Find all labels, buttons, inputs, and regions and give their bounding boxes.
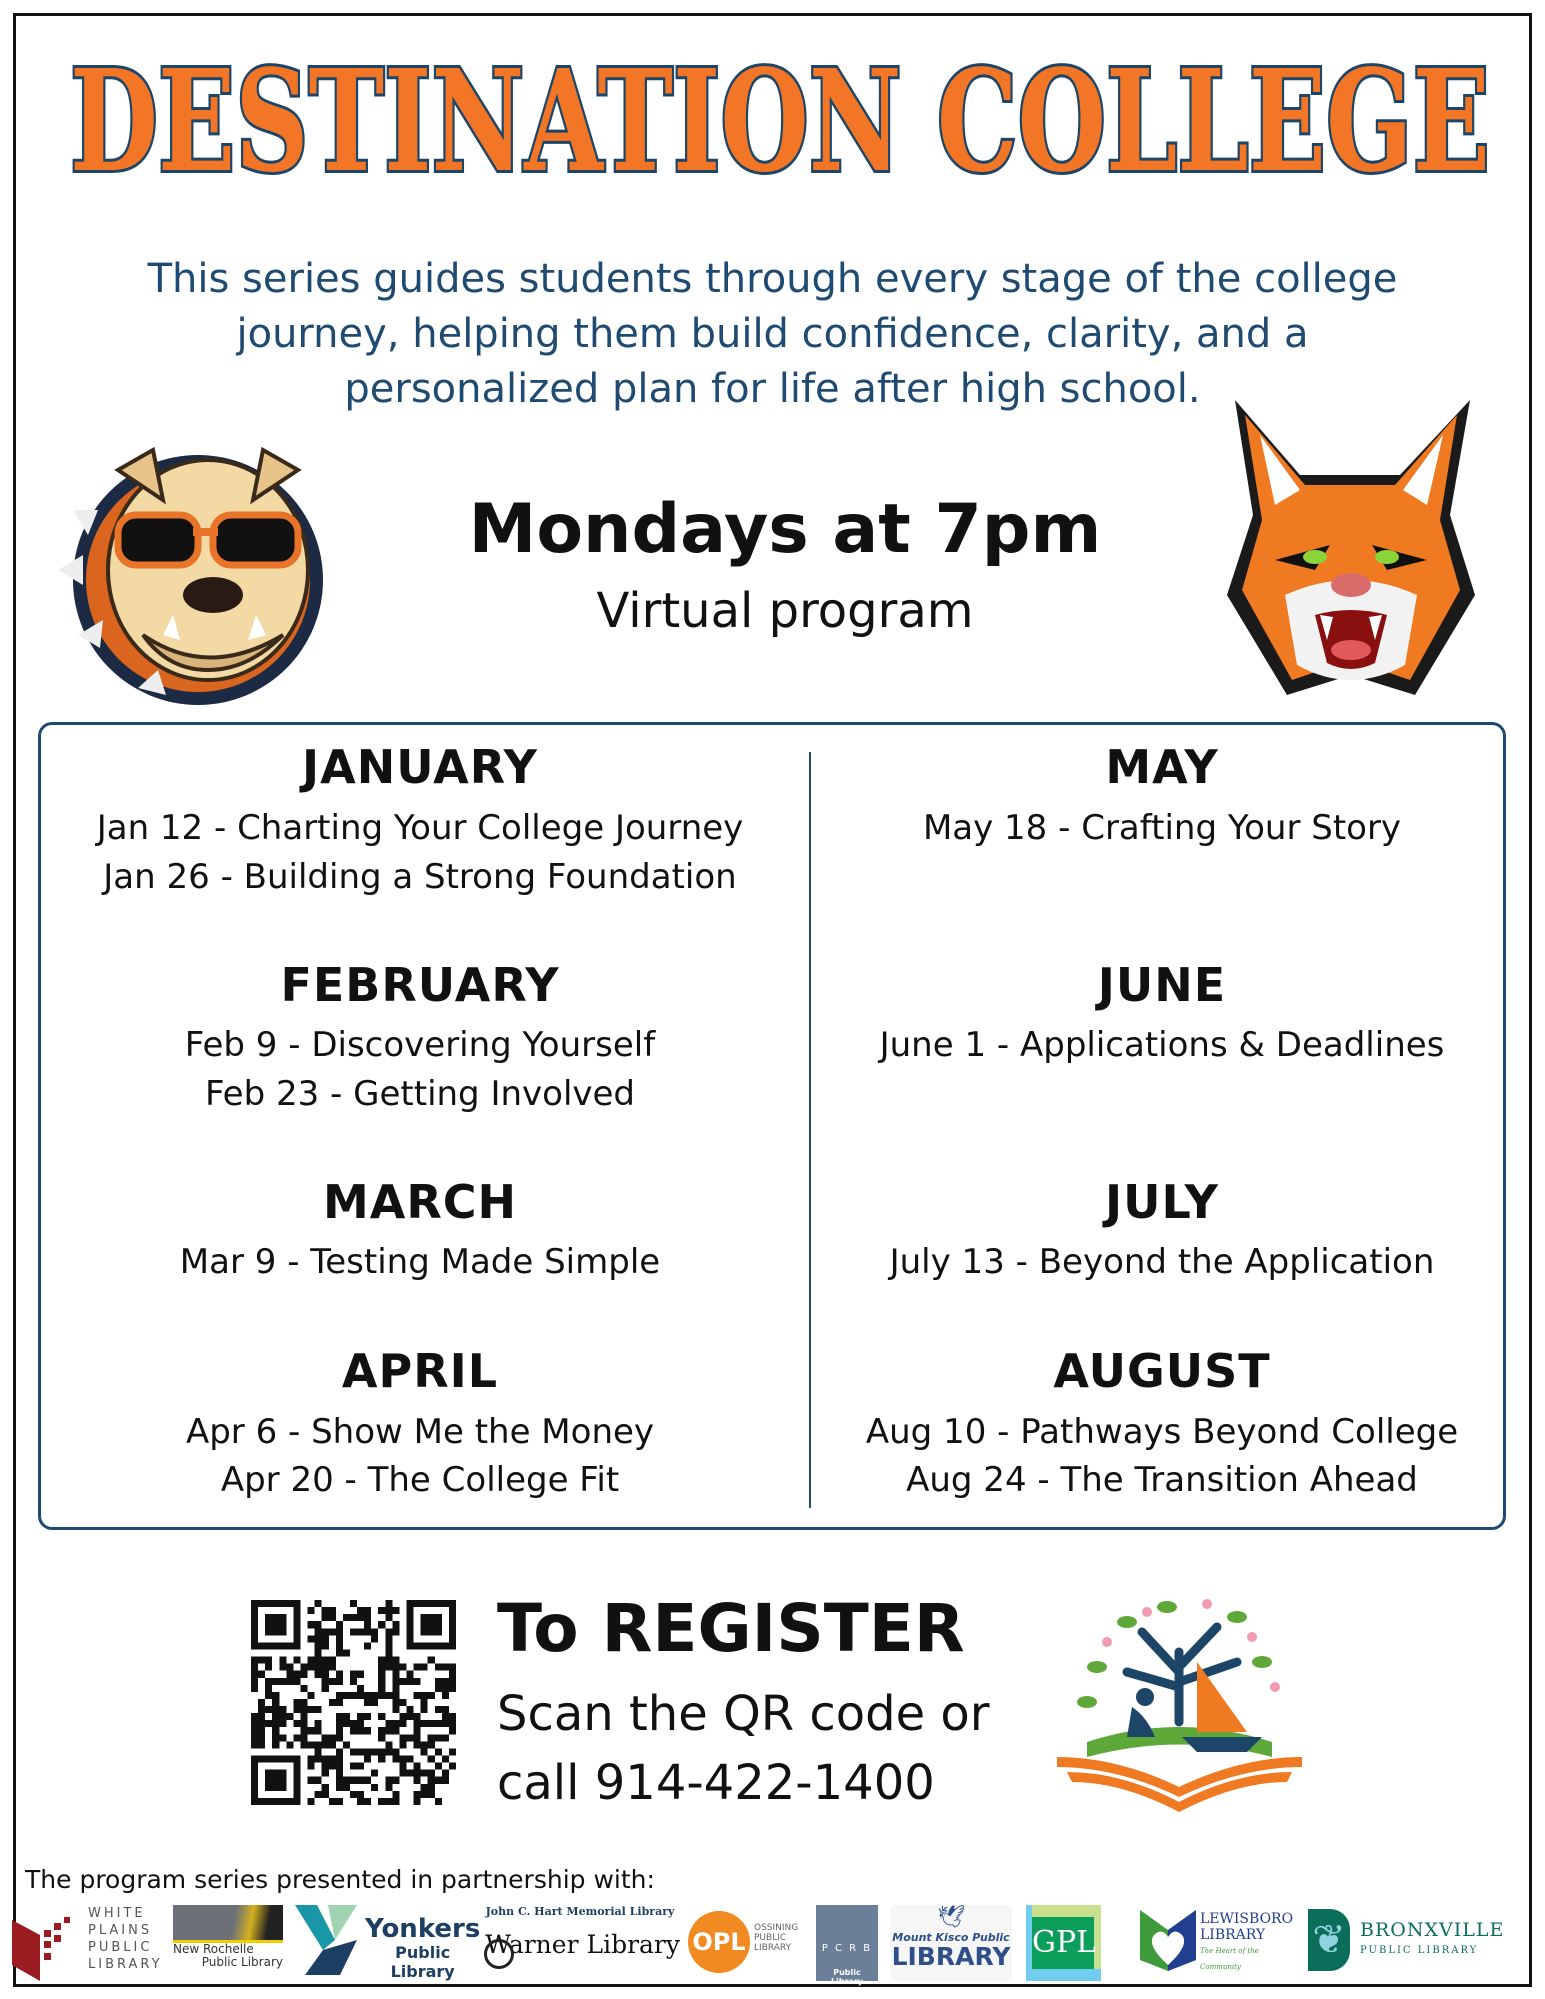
partnership-text: The program series presented in partnership with: <box>25 1865 655 1894</box>
month-heading: APRIL <box>341 1344 499 1398</box>
event-item: Jan 12 - Charting Your College Journey <box>96 808 744 848</box>
event-item: Apr 6 - Show Me the Money <box>185 1412 655 1452</box>
month-heading: JUNE <box>1097 958 1227 1012</box>
library-tree-book-logo-icon <box>1047 1592 1312 1817</box>
partner-logo-yonkers: Yonkers Public Library <box>295 1905 475 1981</box>
partner-logo-bronxville: ❦ BRONXVILLE PUBLIC LIBRARY <box>1308 1905 1528 1981</box>
event-item: July 13 - Beyond the Application <box>889 1242 1435 1282</box>
partner-logo-pcrb: P C R B Public Library <box>816 1905 878 1981</box>
event-item: Apr 20 - The College Fit <box>220 1460 620 1500</box>
series-description <box>100 252 1445 417</box>
program-format: Virtual program <box>596 583 974 639</box>
description-line: This series guides students through every stage of the college <box>147 256 1398 302</box>
event-item: Feb 23 - Getting Involved <box>204 1074 636 1114</box>
month-heading: AUGUST <box>1053 1344 1271 1398</box>
yonkers-logo-icon <box>295 1905 360 1975</box>
registration-qr-code[interactable] <box>251 1600 456 1805</box>
goose-icon: 🕊 <box>937 1905 965 1930</box>
month-heading: JULY <box>1105 1175 1219 1229</box>
description-line: journey, helping them build confidence, clarity, and a <box>236 311 1309 357</box>
lewisboro-heart-book-icon <box>1140 1905 1196 1971</box>
month-heading: MAY <box>1105 740 1219 794</box>
partner-logo-new-rochelle: New Rochelle Public Library <box>173 1905 283 1981</box>
month-heading: JANUARY <box>302 740 538 794</box>
month-heading: FEBRUARY <box>280 958 560 1012</box>
wildcat-mascot-icon <box>1215 395 1487 705</box>
poster-title <box>60 58 1500 188</box>
schedule-time: Mondays at 7pm <box>468 490 1102 569</box>
warner-wheel-icon <box>484 1939 514 1969</box>
partner-logo-gpl: GPL <box>1026 1905 1101 1981</box>
description-line: personalized plan for life after high school. <box>344 366 1201 412</box>
bulldog-mascot-icon <box>48 430 343 710</box>
event-item: May 18 - Crafting Your Story <box>922 808 1402 848</box>
event-item: Mar 9 - Testing Made Simple <box>179 1242 661 1282</box>
partner-logo-warner-hart: John C. Hart Memorial Library Warner Library <box>480 1905 680 1981</box>
partner-logo-ossining: OPL OSSINING PUBLIC LIBRARY <box>688 1905 808 1981</box>
event-item: June 1 - Applications & Deadlines <box>879 1025 1445 1065</box>
event-item: Aug 24 - The Transition Ahead <box>906 1460 1418 1500</box>
partner-logo-lewisboro: LEWISBORO LIBRARY The Heart of the Community <box>1140 1905 1300 1981</box>
white-plains-logo-icon <box>12 1905 72 1981</box>
svg-text:DESTINATION COLLEGE: DESTINATION COLLEGE <box>70 58 1490 188</box>
partner-logo-white-plains: WHITE PLAINS PUBLIC LIBRARY <box>12 1905 172 1981</box>
event-item: Aug 10 - Pathways Beyond College <box>865 1412 1459 1452</box>
register-instruction: Scan the QR code or <box>497 1686 990 1742</box>
event-item: Jan 26 - Building a Strong Foundation <box>103 857 737 897</box>
event-item: Feb 9 - Discovering Yourself <box>184 1025 656 1065</box>
register-heading: To REGISTER <box>497 1590 965 1667</box>
bronxville-b-icon: ❦ <box>1308 1909 1350 1971</box>
register-phone[interactable]: call 914-422-1400 <box>497 1755 935 1811</box>
month-heading: MARCH <box>322 1175 518 1229</box>
partner-logo-mount-kisco: 🕊 Mount Kisco Public LIBRARY <box>890 1905 1012 1981</box>
